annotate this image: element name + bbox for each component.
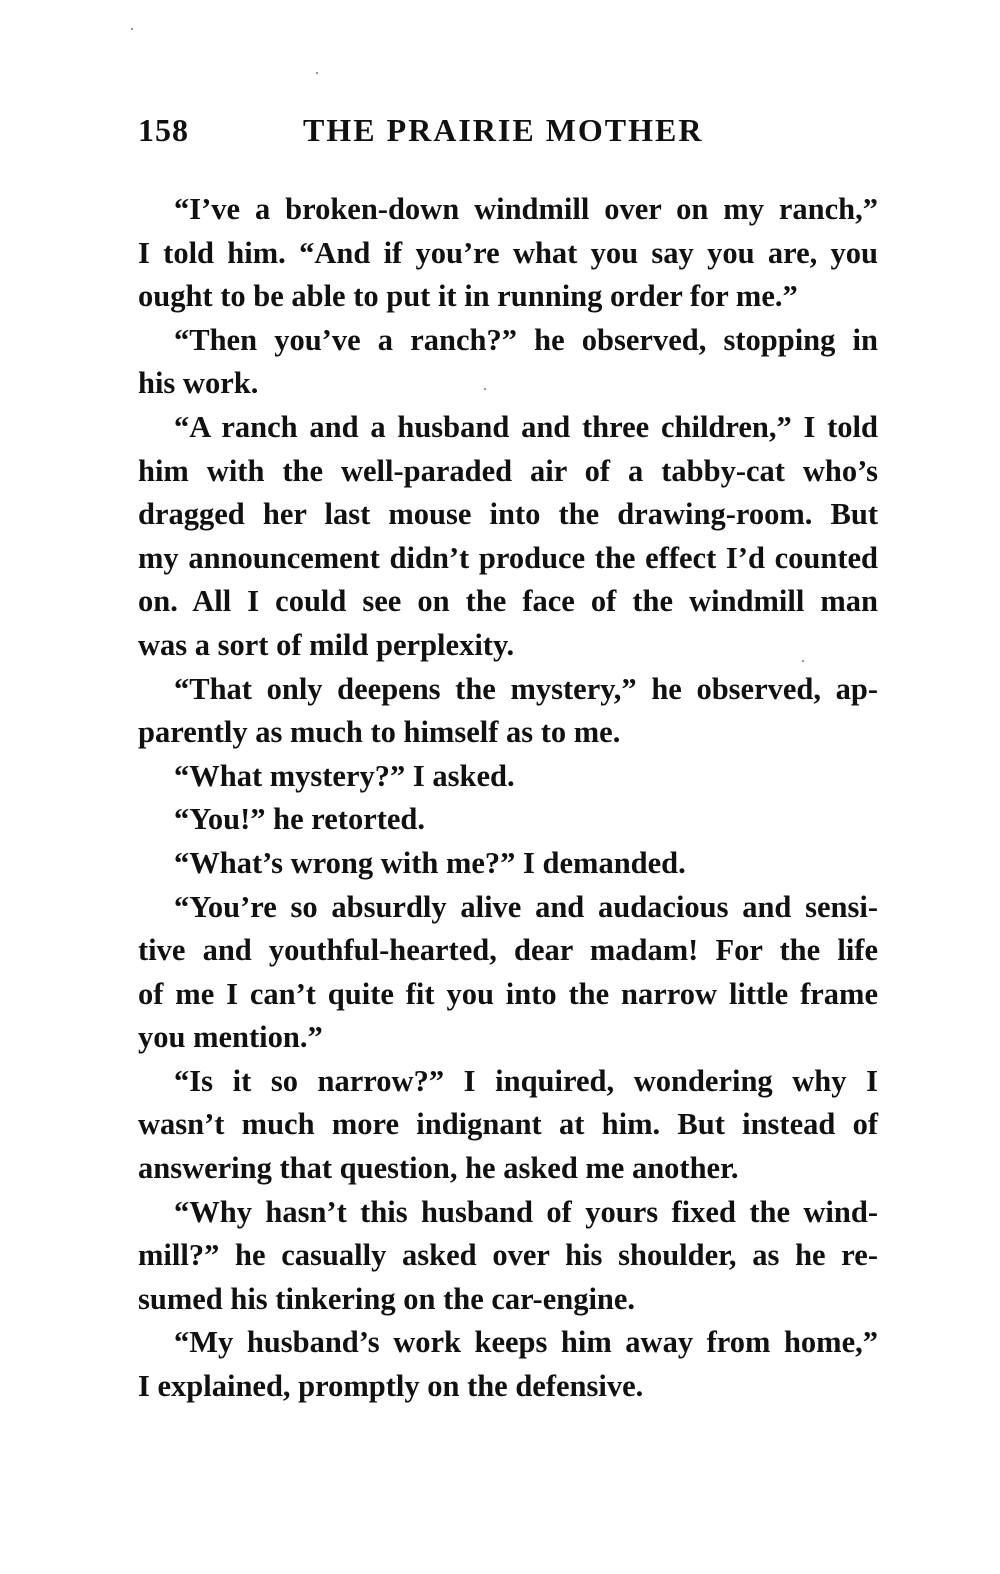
text-line: mill?” he casually asked over his shoulder, as he re- [138,1238,878,1273]
text-line: “What’s wrong with me?” I demanded. [174,845,686,880]
text-line: “Then you’ve a ranch?” he observed, stopping in [174,322,878,357]
text-line: wasn’t much more indignant at him. But instead of [138,1107,878,1142]
paragraph [138,1191,878,1322]
paragraph [138,886,878,1060]
paragraph [138,1321,878,1408]
text-line: you mention.” [138,1020,323,1055]
paragraph [138,188,878,319]
paragraph [138,798,878,842]
scan-speck [131,28,133,30]
paragraph [138,319,878,406]
text-line: “I’ve a broken-down windmill over on my ranch,” [174,192,878,226]
scan-speck [316,72,318,74]
text-line: “That only deepens the mystery,” he observed, ap- [174,671,878,706]
text-line: answering that question, he asked me another. [138,1151,739,1186]
running-head [138,112,878,156]
text-line: his work. [138,366,259,401]
text-line: “A ranch and a husband and three children,” I told [174,409,878,444]
text-line: parently as much to himself as to me. [138,715,621,750]
paragraph [138,755,878,799]
text-line: “Is it so narrow?” I inquired, wondering why I [174,1063,878,1098]
page-number: 158 [138,112,189,148]
book-title: THE PRAIRIE MOTHER [303,112,704,148]
paragraph [138,842,878,886]
text-line: “You’re so absurdly alive and audacious and sensi- [174,889,878,924]
text-line: “You!” he retorted. [174,802,426,837]
text-line: I explained, promptly on the defensive. [138,1369,644,1404]
text-line: I told him. “And if you’re what you say you are, you [138,235,878,270]
text-line: of me I can’t quite fit you into the narrow little frame [138,976,878,1011]
body-text [138,188,878,1409]
text-line: him with the well-paraded air of a tabby-cat who’s [138,453,878,488]
text-line: dragged her last mouse into the drawing-room. But [138,497,878,532]
text-line: “Why hasn’t this husband of yours fixed the wind- [174,1194,878,1229]
text-line: tive and youthful-hearted, dear madam! For the life [138,933,878,968]
text-line: was a sort of mild perplexity. [138,627,515,662]
text-line: on. All I could see on the face of the windmill man [138,584,878,619]
text-line: ought to be able to put it in running order for me.” [138,279,798,314]
text-line: “My husband’s work keeps him away from home,” [174,1325,878,1360]
text-line: sumed his tinkering on the car-engine. [138,1281,636,1316]
paragraph [138,668,878,755]
paragraph [138,406,878,668]
text-line: my announcement didn’t produce the effect I’d counted [138,540,878,575]
paragraph [138,1060,878,1191]
text-line: “What mystery?” I asked. [174,758,515,793]
